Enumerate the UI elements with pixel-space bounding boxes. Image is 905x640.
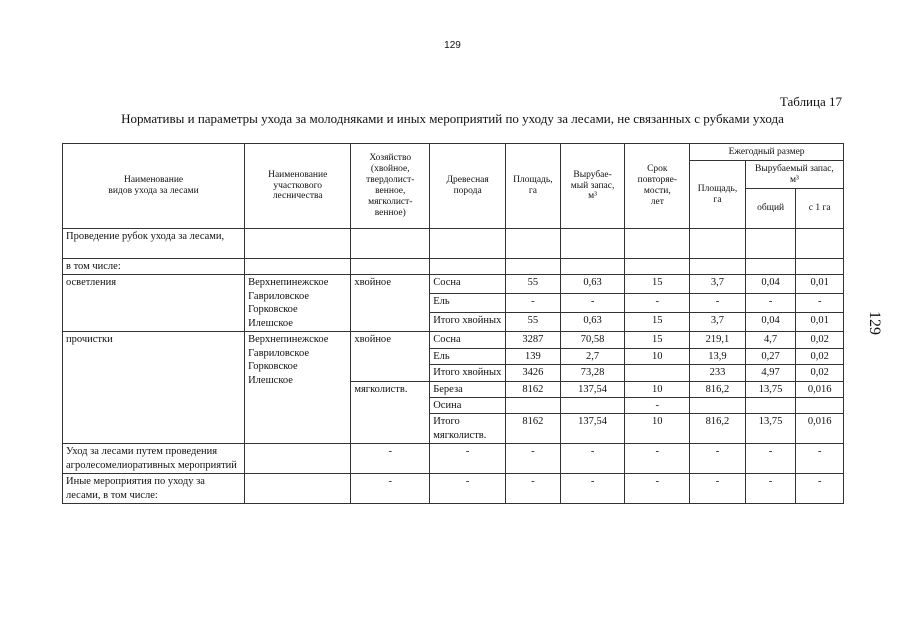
table-cell: 137,54 [560,414,625,444]
table-cell: 4,7 [745,332,796,348]
table-title: Нормативы и параметры ухода за молодняками и иных мероприятий по уходу за лесами, не связанных с рубками ухода [121,111,784,126]
species-cell: Сосна [430,332,506,348]
table-cell: - [560,294,625,313]
table-cell: 3,7 [690,313,746,332]
table-cell: 233 [690,365,746,381]
species-cell: Итого хвойных [430,365,506,381]
table-cell: 10 [625,414,690,444]
header-care-type: Наименование видов ухода за лесами [63,144,245,229]
table-cell: 15 [625,332,690,348]
species-cell: Сосна [430,275,506,294]
table-cell: - [690,474,746,504]
table-cell: - [506,294,561,313]
table-cell: - [506,444,561,474]
table-cell: 219,1 [690,332,746,348]
table-cell: 8162 [506,414,561,444]
table-cell: 3,7 [690,275,746,294]
table-cell: 70,58 [560,332,625,348]
header-area: Площадь, га [506,144,561,229]
table-cell: - [745,474,796,504]
table-cell: - [796,474,844,504]
table-cell: 139 [506,348,561,364]
table-cell: 15 [625,313,690,332]
table-cell: 10 [625,348,690,364]
table-cell: 0,016 [796,381,844,397]
table-cell: - [745,294,796,313]
table-cell: - [625,444,690,474]
species-cell: Осина [430,397,506,413]
row-cleaning: прочистки [63,332,245,444]
table-cell: 55 [506,313,561,332]
forestry-list: Верхнепинежское Гавриловское Горковское Илешское [245,332,351,444]
table-cell: 0,63 [560,313,625,332]
table-cell [690,397,746,413]
table-cell: - [745,444,796,474]
species-cell: Итого мягколиств. [430,414,506,444]
row-including: в том числе: [63,259,245,275]
table-cell: 0,63 [560,275,625,294]
table-cell: 3287 [506,332,561,348]
table-cell: 816,2 [690,414,746,444]
table-cell: - [690,294,746,313]
table-cell: 13,9 [690,348,746,364]
table-cell: 0,27 [745,348,796,364]
table-cell: 4,97 [745,365,796,381]
table-cell: 13,75 [745,414,796,444]
header-total: общий [745,189,796,229]
table-cell: - [506,474,561,504]
table-cell: 73,28 [560,365,625,381]
table-cell: 0,04 [745,313,796,332]
page-number-side: 129 [866,311,883,335]
row-thinning-total: Проведение рубок ухода за лесами, [63,229,245,259]
table-cell: - [690,444,746,474]
table-cell: 0,01 [796,313,844,332]
table-cell: 13,75 [745,381,796,397]
table-cell [796,397,844,413]
table-cell: 0,016 [796,414,844,444]
header-period: Срок повторяе- мости, лет [625,144,690,229]
table-cell: 55 [506,275,561,294]
table-cell: - [351,474,430,504]
table-cell: 816,2 [690,381,746,397]
forestry-list: Верхнепинежское Гавриловское Горковское Илешское [245,275,351,332]
table-cell: - [625,397,690,413]
header-farm: Хозяйство (хвойное, твердолист- венное, мягколист- венное) [351,144,430,229]
farm-type: хвойное [351,332,430,381]
farm-type: мягколиств. [351,381,430,444]
header-per-ha: с 1 га [796,189,844,229]
table-cell: - [430,444,506,474]
table-cell: 8162 [506,381,561,397]
table-cell: 2,7 [560,348,625,364]
table-cell: - [560,444,625,474]
header-volume: Вырубае- мый запас, м³ [560,144,625,229]
table-cell: 137,54 [560,381,625,397]
species-cell: Береза [430,381,506,397]
row-clearing: осветления [63,275,245,332]
table-cell: - [560,474,625,504]
table-cell: - [625,474,690,504]
table-label: Таблица 17 [779,94,842,109]
table-cell [745,397,796,413]
table-cell: 15 [625,275,690,294]
table-cell [560,397,625,413]
table-cell: 3426 [506,365,561,381]
row-other-measures: Иные мероприятия по уходу за лесами, в том числе: [63,474,245,504]
table-cell: 0,04 [745,275,796,294]
table-cell: 0,02 [796,332,844,348]
row-agroforestry: Уход за лесами путем проведения агролесомелиоративных мероприятий [63,444,245,474]
table-cell [506,397,561,413]
norms-table [62,143,844,504]
table-cell: 0,01 [796,275,844,294]
species-cell: Итого хвойных [430,313,506,332]
header-species: Древесная порода [430,144,506,229]
table-cell: 10 [625,381,690,397]
table-cell: - [796,294,844,313]
farm-type: хвойное [351,275,430,332]
table-cell: - [796,444,844,474]
species-cell: Ель [430,348,506,364]
page-number-top: 129 [444,40,461,51]
table-cell: - [351,444,430,474]
table-cell: - [625,294,690,313]
table-cell [625,365,690,381]
header-forestry: Наименование участкового лесничества [245,144,351,229]
header-annual: Ежегодный размер [690,144,844,161]
table-cell: 0,02 [796,348,844,364]
species-cell: Ель [430,294,506,313]
header-annual-volume: Вырубаемый запас, м³ [745,161,843,189]
table-cell: 0,02 [796,365,844,381]
table-cell: - [430,474,506,504]
header-annual-area: Площадь, га [690,161,746,229]
